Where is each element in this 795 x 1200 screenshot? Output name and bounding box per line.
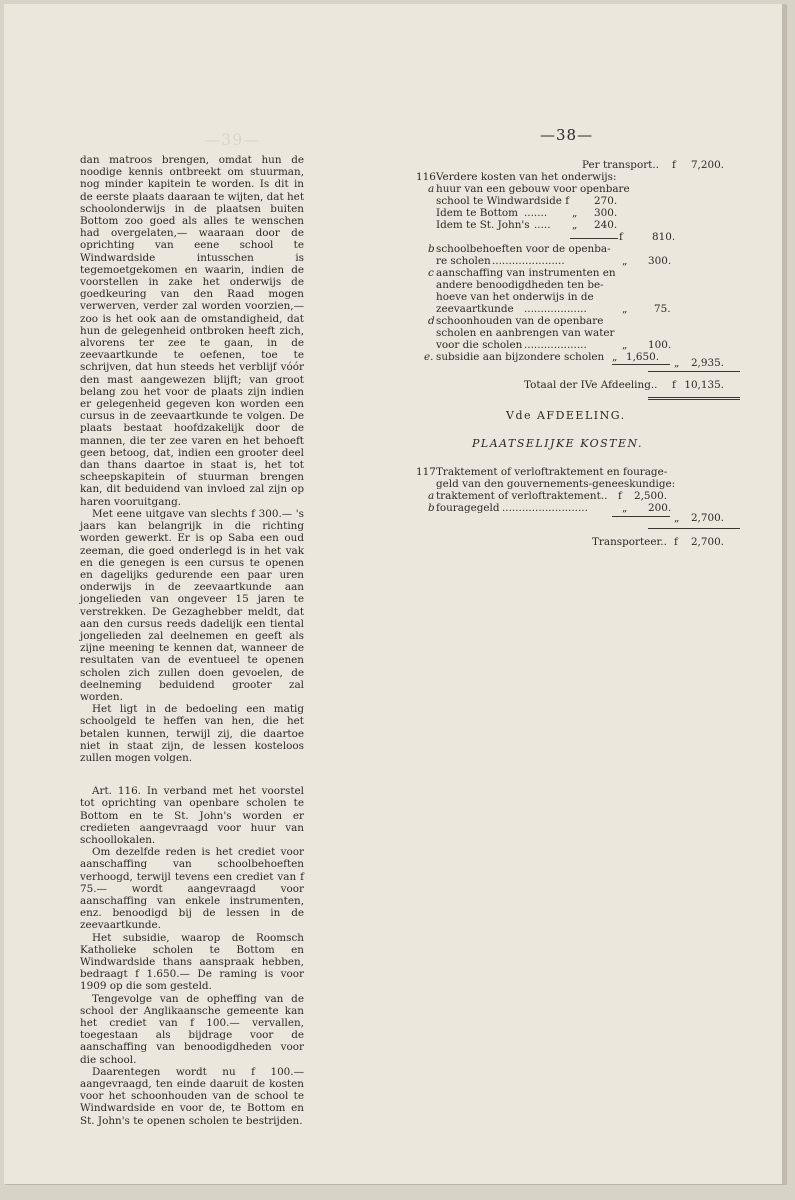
idem-stjohn-label: Idem te St. John's xyxy=(436,219,530,231)
total-double-rule xyxy=(648,397,740,400)
item-116a-text: huur van een gebouw voor openbare xyxy=(436,183,630,195)
totaal-amount: 10,135. xyxy=(684,379,724,391)
item-116a-total-currency: f xyxy=(619,231,623,243)
item-letter: a xyxy=(428,490,435,502)
item-116a-amount: 270. xyxy=(594,195,618,207)
transporteer-currency: f xyxy=(674,536,678,548)
item-116c-text: hoeve van het onderwijs in de xyxy=(436,291,594,303)
item-116d-text: scholen en aanbrengen van water xyxy=(436,327,615,339)
per-transport-label: Per transport.. xyxy=(582,159,659,171)
subtotal-rule xyxy=(570,238,618,239)
item-116d-text: schoonhouden van de openbare xyxy=(436,315,604,327)
ditto-mark: „ xyxy=(622,339,628,351)
item-116a-total: 810. xyxy=(652,231,676,243)
item-letter: a xyxy=(428,183,435,195)
transporteer-label: Transporteer.. xyxy=(592,536,667,548)
ditto-mark: „ xyxy=(622,255,628,267)
paragraph: Met eene uitgave van slechts f 300.— 's jaars kan belangrijk in die richting worden gewerkt. Er is op Saba een oud zeeman, die goed onderlegd is in het vak en die genegen is een cursus te openen en dagelijks gedurende een paar uren onderwijs in de zeevaartkunde aan jongelieden van ongeveer 15 jaren te verstrekken. De Gezaghebber meldt, dat aan den cursus reeds dadelijk een tiental jongelieden zal deelnemen en geeft als zijne meening te kennen dat, wanneer de resultaten van de eventueel te openen scholen zich zullen doen gevoelen, de deelneming beduidend grooter zal worden. xyxy=(80,507,304,703)
paragraph: Daarentegen wordt nu f 100.— aangevraagd, ten einde daaruit de kosten voor het schoonhouden van de school te Windwardside en voor de, te Bottom en St. John's te openen scholen te bestrijden. xyxy=(80,1065,304,1127)
paragraph: dan matroos brengen, omdat hun de noodige kennis ontbreekt om stuurman, nog minder kapitein te worden. Is dit in de eerste plaats daaraan te wijten, dat het schoolonderwijs in de plaatsen buiten Bottom zoo goed als alles te wenschen had overgelaten,— waaraan door de oprichting van eene school te Windwardside intusschen is tegemoetgekomen en waarin, indien de voorstellen in zake het onderwijs de goedkeuring van den Raad mogen verwerven, verder zal worden voorzien,— zoo is het ook aan de omstandigheid, dat hun de gelegenheid ontbroken heeft zich, alvorens ter zee te gaan, in de zeevaartkunde te oefenen, toe te schrijven, dat hun steeds het verblijf vóór den mast aangewezen blijft; van groot belang zou het voor de plaats zijn indien er gelegenheid gegeven kon worden een cursus in de zeevaartkunde te volgen. De plaats bestaat hoofdzakelijk door de mannen, die ter zee varen en het behoeft geen betoog, dat, indien een grooter deel dan thans daartoe in staat is, het tot scheepskapitein of stuurman brengen kan, dit beduidend van invloed zal zijn op haren vooruitgang. xyxy=(80,154,304,508)
ditto-mark: „ xyxy=(622,303,628,315)
totaal-currency: f xyxy=(672,379,676,391)
paragraph: Het subsidie, waarop de Roomsch Katholieke scholen te Bottom en Windwardside thans aanspraak hebben, bedraagt f 1.650.— De raming is voor 1909 op die som gesteld. xyxy=(80,931,304,993)
item-116e-text: subsidie aan bijzondere scholen xyxy=(436,351,605,363)
item-117a-text: traktement of verloftraktement.. xyxy=(436,490,608,502)
paragraph: Om dezelfde reden is het crediet voor aanschaffing van schoolbehoeften verhoogd, terwijl tevens een crediet van f 75.— wordt aangevraagd voor aanschaffing van enkele instrumenten, enz. benoodigd bij de lessen in de zeevaartkunde. xyxy=(80,846,304,932)
idem-bottom-amount: 300. xyxy=(594,207,618,219)
item-116-title: Verdere kosten van het onderwijs: xyxy=(436,171,617,183)
item-letter: b xyxy=(428,502,435,514)
item-116c-text: andere benoodigdheden ten be- xyxy=(436,279,604,291)
item-116-sum: 2,935. xyxy=(690,357,724,369)
idem-bottom-label: Idem te Bottom xyxy=(436,207,519,219)
ditto-mark: „ xyxy=(622,502,628,514)
item-116c-text: aanschaffing van instrumenten en xyxy=(436,267,616,279)
item-117b-text: fouragegeld xyxy=(436,502,500,514)
ditto-mark: „ xyxy=(674,512,680,524)
leader-dots: ................... xyxy=(524,303,587,315)
item-116d-amount: 100. xyxy=(648,339,672,351)
ditto-mark: „ xyxy=(674,357,680,369)
item-117b-amount: 200. xyxy=(648,502,672,514)
item-116a-text: school te Windwardside f xyxy=(436,195,570,207)
page-number: —38— xyxy=(540,126,594,144)
item-letter: b xyxy=(428,243,435,255)
item-116c-amount: 75. xyxy=(654,303,671,315)
ditto-mark: „ xyxy=(572,207,578,219)
item-117-title: Traktement of verloftraktement en fourage- xyxy=(436,466,668,478)
section-heading: Vde AFDEELING. xyxy=(506,409,626,422)
item-116e-amount: 1,650. xyxy=(626,351,660,363)
paragraph-art-116: Art. 116. In verband met het voorstel tot oprichting van openbare scholen te Bottom en te St. John's worden er credieten aangevraagd voor huur van schoollokalen. xyxy=(80,785,304,846)
item-116b-text: schoolbehoeften voor de openba- xyxy=(436,243,611,255)
paragraph: Tengevolge van de opheffing van de school der Anglikaansche gemeente kan het crediet van f 100.— vervallen, toegestaan als bijdrage voor de aanschaffing van benoodigdheden voor die school. xyxy=(80,992,304,1066)
ditto-mark: „ xyxy=(572,219,578,231)
show-through-page-number: —39— xyxy=(204,130,261,149)
left-column-text xyxy=(80,154,304,1127)
item-number-117: 117 xyxy=(416,466,436,478)
item-116b-amount: 300. xyxy=(648,255,672,267)
item-number-116: 116 xyxy=(416,171,436,183)
per-transport-currency: f xyxy=(672,159,676,171)
item-letter: c xyxy=(428,267,434,279)
ditto-mark: „ xyxy=(612,351,618,363)
leader-dots: ...................... xyxy=(492,255,565,267)
sum-rule xyxy=(612,516,670,517)
item-letter: d xyxy=(428,315,435,327)
total-rule xyxy=(648,528,740,529)
paragraph: Het ligt in de bedoeling een matig schoolgeld te heffen van hen, die het betalen kunnen, terwijl zij, die daartoe niet in staat zijn, de lessen kosteloos zullen mogen volgen. xyxy=(80,703,304,764)
leader-dots: .......................... xyxy=(502,502,588,514)
per-transport-amount: 7,200. xyxy=(690,159,724,171)
leader-dots: ....... xyxy=(524,207,548,219)
item-117-title: geld van den gouvernements-geneeskundige: xyxy=(436,478,676,490)
leader-dots: ..... xyxy=(534,219,551,231)
section-subheading: PLAATSELIJKE KOSTEN. xyxy=(472,437,643,450)
item-117a-amount: 2,500. xyxy=(634,490,668,502)
transporteer-amount: 2,700. xyxy=(690,536,724,548)
item-116d-text: voor die scholen xyxy=(436,339,523,351)
sum-rule xyxy=(612,364,670,365)
item-116b-text: re scholen xyxy=(436,255,491,267)
item-117a-currency: f xyxy=(618,490,622,502)
item-117-sum: 2,700. xyxy=(690,512,724,524)
total-rule xyxy=(648,371,740,372)
idem-stjohn-amount: 240. xyxy=(594,219,618,231)
totaal-label: Totaal der IVe Afdeeling.. xyxy=(524,379,658,391)
item-116c-text: zeevaartkunde xyxy=(436,303,514,315)
item-letter: e. xyxy=(424,351,434,363)
leader-dots: ................... xyxy=(524,339,587,351)
document-page xyxy=(4,4,786,1184)
